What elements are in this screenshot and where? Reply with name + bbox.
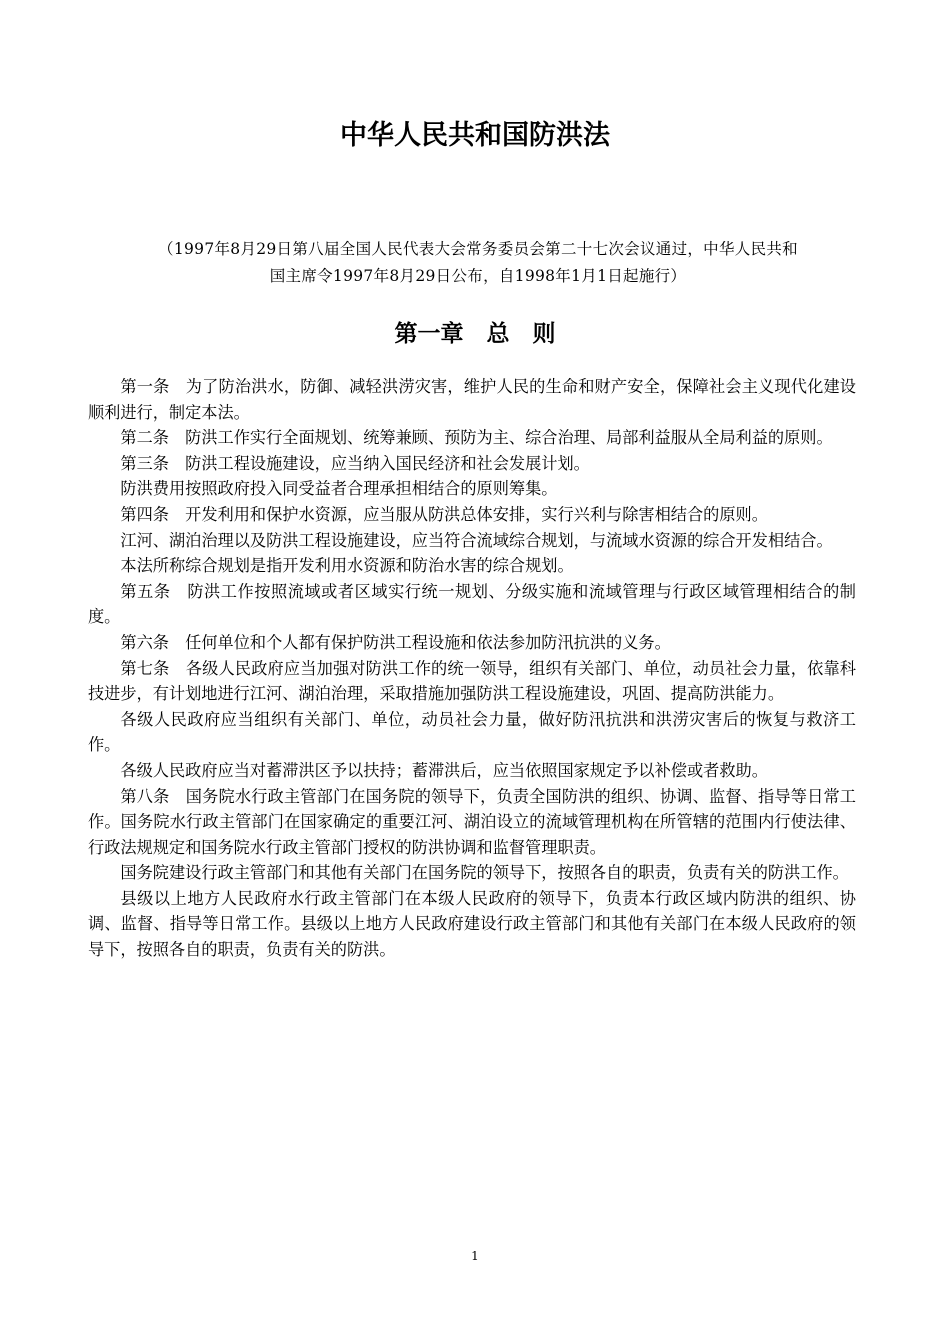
paragraph: 第八条 国务院水行政主管部门在国务院的领导下，负责全国防洪的组织、协调、监督、指导等日常工作。国务院水行政主管部门在国家确定的重要江河、湖泊设立的流域管理机构在所管辖的范围内行使法律、行政法规规定和国务院水行政主管部门授权的防洪协调和监督管理职责。 [88, 786, 856, 857]
paragraph: 本法所称综合规划是指开发利用水资源和防治水害的综合规划。 [120, 556, 574, 576]
enactment-note-line-2: 国主席令1997年8月29日公布，自1998年1月1日起施行） [269, 267, 687, 285]
paragraph: 防洪费用按照政府投入同受益者合理承担相结合的原则筹集。 [120, 479, 558, 499]
chapter-heading: 第一章 总 则 [394, 320, 556, 347]
paragraph: 第一条 为了防治洪水，防御、减轻洪涝灾害，维护人民的生命和财产安全，保障社会主义现代化建设顺利进行，制定本法。 [88, 377, 856, 422]
paragraph: 各级人民政府应当组织有关部门、单位，动员社会力量，做好防汛抗洪和洪涝灾害后的恢复与救济工作。 [88, 709, 856, 755]
paragraph: 各级人民政府应当对蓄滞洪区予以扶持；蓄滞洪后，应当依照国家规定予以补偿或者救助。 [120, 760, 768, 780]
paragraph: 第三条 防洪工程设施建设，应当纳入国民经济和社会发展计划。 [120, 453, 590, 473]
paragraph: 江河、湖泊治理以及防洪工程设施建设，应当符合流域综合规划，与流域水资源的综合开发相结合。 [120, 530, 833, 550]
document-title: 中华人民共和国防洪法 [340, 120, 610, 151]
page-number: 1 [471, 1249, 479, 1263]
paragraph: 第七条 各级人民政府应当加强对防洪工作的统一领导，组织有关部门、单位，动员社会力量，依靠科技进步，有计划地进行江河、湖泊治理，采取措施加强防洪工程设施建设，巩固、提高防洪能力。 [88, 658, 856, 704]
paragraph: 县级以上地方人民政府水行政主管部门在本级人民政府的领导下，负责本行政区域内防洪的组织、协调、监督、指导等日常工作。县级以上地方人民政府建设行政主管部门和其他有关部门在本级人民政府的领导下，按照各自的职责，负责有关的防洪。 [88, 888, 856, 960]
paragraph: 国务院建设行政主管部门和其他有关部门在国务院的领导下，按照各自的职责，负责有关的防洪工作。 [120, 863, 849, 883]
enactment-note-line-1: （1997年8月29日第八届全国人民代表大会常务委员会第二十七次会议通过，中华人民共和 [158, 240, 798, 258]
enactment-note [88, 236, 868, 290]
article-body [88, 374, 856, 963]
paragraph: 第二条 防洪工作实行全面规划、统筹兼顾、预防为主、综合治理、局部利益服从全局利益的原则。 [120, 428, 833, 448]
paragraph: 第四条 开发利用和保护水资源，应当服从防洪总体安排，实行兴利与除害相结合的原则。 [120, 504, 768, 524]
paragraph: 第五条 防洪工作按照流域或者区域实行统一规划、分级实施和流域管理与行政区域管理相结合的制度。 [88, 581, 856, 627]
paragraph: 第六条 任何单位和个人都有保护防洪工程设施和依法参加防汛抗洪的义务。 [120, 632, 671, 652]
